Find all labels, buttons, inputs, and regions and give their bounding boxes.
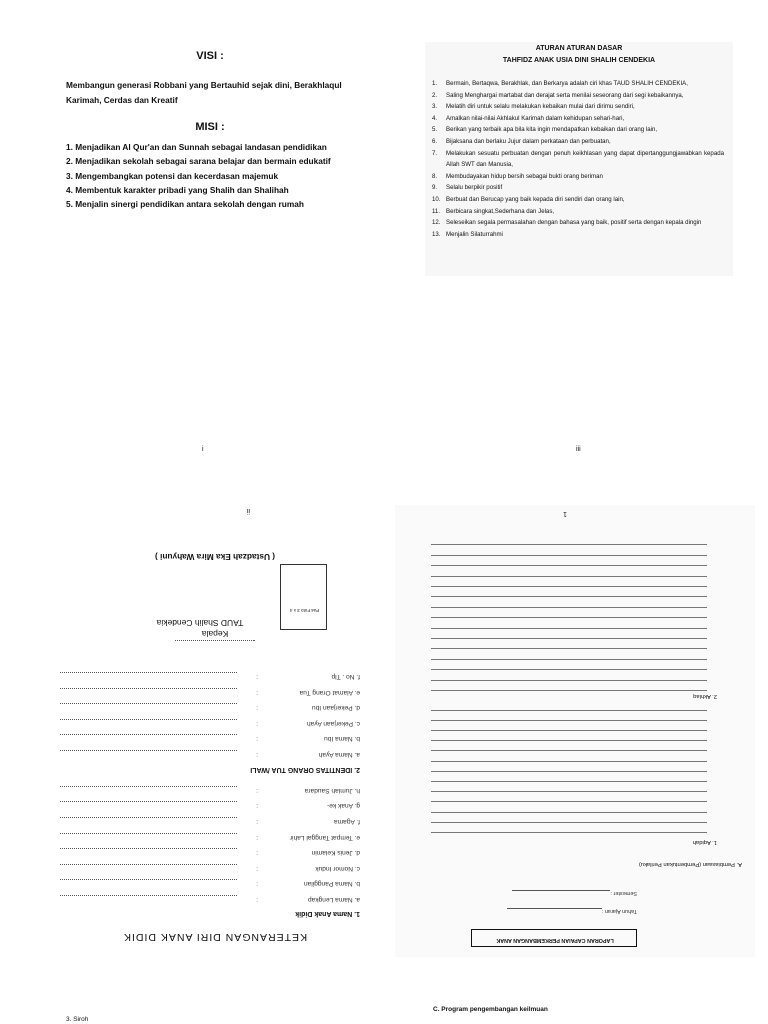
writing-line — [431, 638, 707, 639]
field-colon: : — [256, 673, 258, 680]
field-row — [60, 797, 360, 809]
rule-item — [432, 182, 724, 194]
semester-label: Semester : — [610, 890, 637, 896]
field-fill-line — [60, 801, 237, 802]
field-fill-line — [60, 848, 237, 849]
misi-item: 1. Menjadikan Al Qur'an dan Sunnah sebagai landasan pendidikan — [66, 142, 327, 152]
field-row — [60, 746, 360, 758]
writing-line — [431, 690, 707, 691]
rule-number: 3. — [432, 103, 438, 111]
field-fill-line — [60, 672, 237, 673]
field-label: g. Anak ke- — [327, 802, 360, 810]
misi-title: MISI : — [195, 121, 225, 133]
misi-item: 4. Membentuk karakter pribadi yang Shalih dan Shalihah — [66, 184, 289, 195]
photo-frame — [280, 564, 327, 630]
field-fill-line — [60, 703, 237, 704]
field-label: f. No . Tlp — [331, 673, 360, 680]
rule-number: 1. — [432, 80, 438, 87]
misi-item: 2. Menjadikan sekolah sebagai sarana belajar dan bermain edukatif — [66, 156, 331, 167]
rule-number: 13. — [432, 230, 441, 238]
section-student-name: 1. Nama Anak Didik — [295, 910, 360, 917]
writing-line — [431, 628, 707, 629]
rule-number: 8. — [432, 172, 438, 180]
misi-item: 3. Mengembangkan potensi dan kecerdasan majemuk — [66, 170, 279, 181]
writing-line — [431, 680, 707, 681]
writing-line — [431, 555, 707, 556]
writing-line — [431, 771, 707, 772]
school-name: TAUD Shalih Cendekia — [156, 618, 244, 628]
writing-line — [431, 544, 707, 545]
rule-item — [432, 171, 724, 183]
field-fill-line — [60, 786, 237, 787]
rule-text: Berbuat dan Berucap yang baik kepada diri sendiri dan orang lain, — [446, 195, 625, 203]
field-row — [60, 715, 360, 727]
misi-item: 5. Menjalin sinergi pendidikan antara sekolah dengan rumah — [66, 199, 304, 210]
writing-line — [431, 607, 707, 608]
rule-item — [432, 217, 724, 229]
page-number-iii: iii — [576, 446, 581, 453]
field-colon: : — [256, 688, 258, 696]
writing-line — [431, 740, 707, 741]
writing-line — [431, 669, 707, 670]
rule-text: Melakukan sesuatu perbuatan dengan penuh keikhlasan yang dapat dipertanggungjawabkan kepada Allah SWT dan Manusia, — [446, 149, 724, 169]
field-row — [60, 730, 360, 742]
rule-text: Amalkan nilai-nilai Akhlakul Karimah dalam kehidupan sehari-hari, — [446, 114, 625, 122]
field-colon: : — [256, 719, 258, 727]
writing-line — [431, 822, 707, 823]
field-row — [60, 782, 360, 794]
rule-number: 6. — [432, 137, 438, 145]
section-a-title: A. Pembiasaan (Pembentukan Perilaku) — [638, 861, 742, 867]
student-identity-page — [55, 500, 375, 1000]
visi-title: VISI : — [196, 50, 224, 62]
field-colon: : — [256, 751, 258, 758]
writing-line — [431, 576, 707, 577]
field-fill-line — [60, 750, 237, 751]
rule-text: Berbicara singkat,Sederhana dan Jelas, — [446, 207, 555, 215]
field-label: h. Jumlah Saudara — [304, 786, 360, 794]
field-label: f. Agama — [333, 818, 360, 825]
field-row — [60, 860, 360, 872]
rule-number: 10. — [432, 195, 441, 203]
rules-subtitle: TAHFIDZ ANAK USIA DINI SHALIH CENDEKIA — [502, 57, 656, 64]
rule-item — [432, 90, 724, 102]
writing-line — [431, 710, 707, 711]
writing-line — [431, 659, 707, 660]
rule-number: 12. — [432, 219, 441, 227]
rule-number: 9. — [432, 184, 438, 192]
rules-title: ATURAN ATURAN DASAR — [535, 45, 623, 52]
rule-number: 7. — [432, 149, 438, 157]
field-fill-line — [60, 879, 237, 880]
rule-item — [432, 229, 724, 241]
field-colon: : — [256, 735, 258, 743]
rule-item — [432, 78, 724, 90]
writing-line — [431, 832, 707, 833]
field-row — [60, 891, 360, 903]
writing-line — [431, 596, 707, 597]
field-colon: : — [256, 880, 258, 888]
field-colon: : — [256, 786, 258, 794]
semester-line — [512, 890, 610, 891]
field-colon: : — [256, 896, 258, 903]
report-title: LAPORAN CAPAIAN PERKEMBANGAN ANAK — [496, 937, 614, 943]
field-row — [60, 844, 360, 856]
field-label: b. Nama Ibu — [324, 735, 360, 743]
field-fill-line — [60, 719, 237, 720]
field-label: b. Nama Panggilan — [303, 880, 360, 888]
aqidah-label: 1. Aqidah — [692, 839, 717, 845]
field-label: e. Alamat Orang Tua — [299, 688, 360, 696]
visi-text: Membangun generasi Robbani yang Bertauhid sejak dini, Berakhlaqul Karimah, Cerdas dan Kreatif — [66, 80, 342, 105]
field-row — [60, 684, 360, 696]
rule-number: 4. — [432, 114, 438, 122]
field-row — [60, 875, 360, 887]
rule-item — [432, 194, 724, 206]
rule-text: Bermain, Bertaqwa, Berakhlak, dan Berkarya adalah ciri khas TAUD SHALIH CENDEKIA, — [446, 80, 688, 87]
field-label: a. Nama Ayah — [318, 751, 360, 758]
field-row — [60, 668, 360, 680]
rule-text: Bijaksana dan berlaku Jujur dalam perkataan dan perbuatan, — [446, 137, 611, 145]
field-fill-line — [60, 688, 237, 689]
field-row — [60, 829, 360, 841]
rules-list — [432, 78, 724, 240]
misi-list — [66, 140, 386, 211]
field-fill-line — [60, 895, 237, 896]
writing-line — [431, 812, 707, 813]
field-label: d. Jenis Kelamin — [311, 849, 360, 857]
writing-line — [431, 781, 707, 782]
rule-item — [432, 113, 724, 125]
rule-text: Menjalin Silaturrahmi — [446, 230, 503, 238]
photo-label: Pas Foto 3 x 4 — [290, 608, 320, 613]
rule-text: Melatih diri untuk selalu melakukan kebaikan mulai dari dirimu sendiri, — [446, 103, 635, 111]
rule-text: Saling Menghargai martabat dan derajat serta menilai seseorang dari segi kebaikannya, — [446, 91, 684, 99]
rule-item — [432, 101, 724, 113]
development-report-page — [395, 505, 755, 957]
page-number-ii: ii — [246, 507, 250, 514]
field-fill-line — [60, 864, 237, 865]
field-colon: : — [256, 864, 258, 872]
writing-line — [431, 617, 707, 618]
rule-text: Membudayakan hidup bersih sebagai bukti orang beriman — [446, 172, 603, 180]
writing-line — [431, 565, 707, 566]
page-number-1: 1 — [563, 510, 567, 517]
writing-line — [431, 791, 707, 792]
field-label: d. Pekerjaan Ibu — [311, 704, 360, 712]
writing-line — [431, 586, 707, 587]
tahun-ajaran-label: Tahun Ajaran : — [601, 908, 637, 914]
writing-line — [431, 720, 707, 721]
tahun-ajaran-line — [507, 908, 602, 909]
rule-number: 5. — [432, 126, 438, 134]
identity-title: KETERANGAN DIRI ANAK DIDIK — [122, 931, 308, 943]
writing-line — [431, 750, 707, 751]
field-fill-line — [60, 817, 237, 818]
program-c-label: C. Program pengembangan keilmuan — [433, 1006, 548, 1013]
rule-item — [432, 124, 724, 136]
rule-item — [432, 136, 724, 148]
kepala-label: Kepala — [201, 629, 229, 639]
field-fill-line — [60, 833, 237, 834]
headmaster-name: ( Ustadzah Eka Mira Wahyuni ) — [154, 552, 276, 562]
rule-item — [432, 148, 724, 171]
field-colon: : — [256, 704, 258, 712]
field-colon: : — [256, 818, 258, 825]
field-label: c. Pekerjaan Ayah — [306, 719, 360, 727]
field-row — [60, 699, 360, 711]
field-label: e. Tempat Tanggal Lahir — [289, 833, 360, 841]
field-label: a. Nama Lengkap — [307, 896, 360, 903]
writing-line — [431, 761, 707, 762]
field-fill-line — [60, 734, 237, 735]
rule-item — [432, 206, 724, 218]
section-parent-identity: 2. IDENTITAS ORANG TUA /WALI — [250, 766, 360, 773]
page-number-i: i — [202, 446, 204, 453]
field-colon: : — [256, 833, 258, 841]
akhlaq-label: 2. Akhlaq — [693, 693, 717, 699]
field-colon: : — [256, 802, 258, 810]
field-label: c. Nomor Induk — [315, 864, 360, 872]
writing-line — [431, 648, 707, 649]
rule-text: Selalu berpikir positif — [446, 184, 503, 192]
rule-text: Seleseikan segala permasalahan dengan bahasa yang baik, positif serta dengan kepala dingin — [446, 219, 702, 227]
rule-text: Berikan yang terbaik apa bila kita ingin mendapatkan kebaikan dari orang lain, — [446, 126, 658, 134]
rule-number: 11. — [432, 207, 441, 215]
writing-line — [431, 730, 707, 731]
rule-number: 2. — [432, 91, 438, 99]
writing-line — [431, 801, 707, 802]
field-row — [60, 813, 360, 825]
siroh-label: 3. Siroh — [66, 1016, 89, 1023]
field-colon: : — [256, 849, 258, 857]
signature-line — [175, 640, 255, 641]
